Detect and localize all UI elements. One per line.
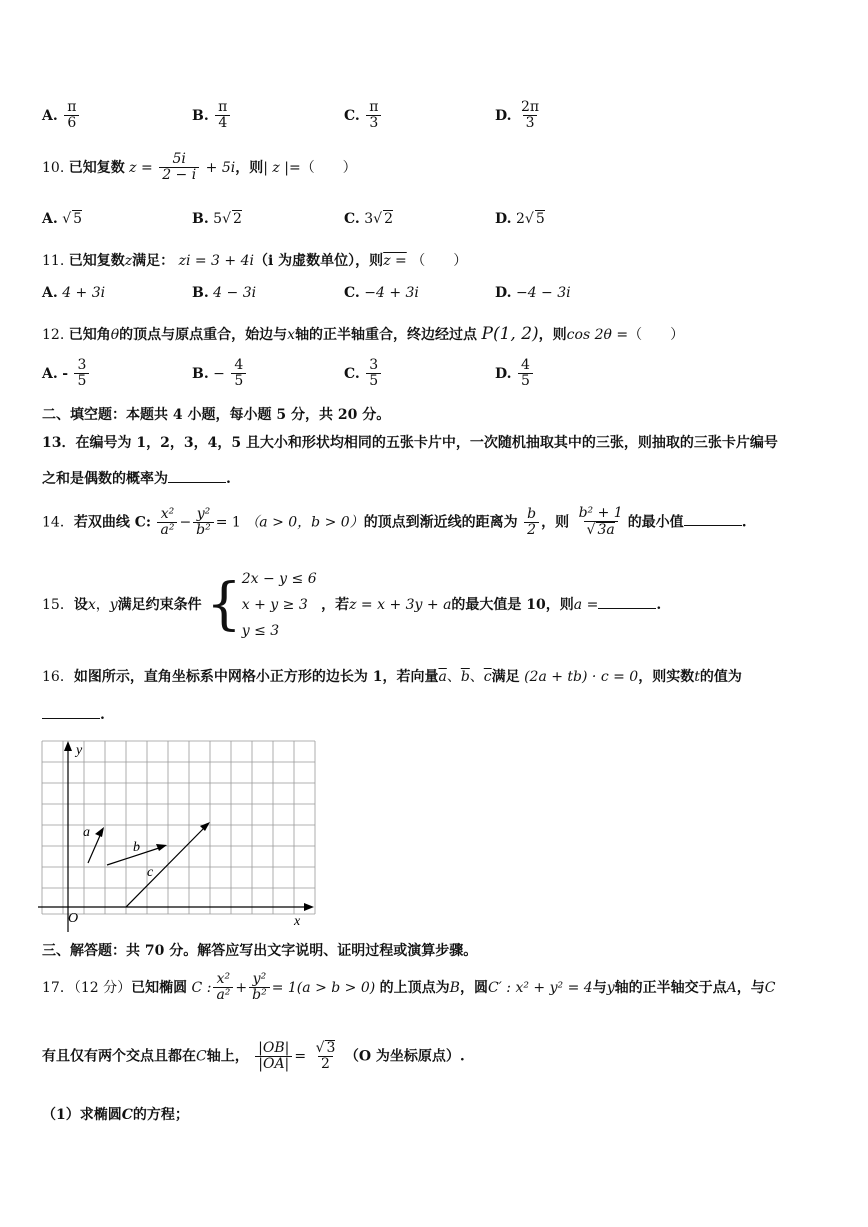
- y-axis-label: y: [76, 743, 83, 758]
- q17-stem-line1: 17．（12 分）已知椭圆 C : $\frac{\text{x²}}{\text{a²}}$ + $\frac{\text{y²}}{\text{b²}}$ = 1(a > b > 0) 的上顶点为B，圆C′ : x² + y² = 4与y轴的正半轴交于点A，与C: [42, 971, 776, 1004]
- q17-part1: （1）求椭圆C的方程；: [42, 1107, 189, 1123]
- x-axis-arrow-icon: [304, 903, 314, 911]
- q15-answer-blank[interactable]: [598, 596, 656, 609]
- x-axis-label: x: [294, 914, 301, 929]
- q10-stem: 10. 已知复数 z = $\frac{5i}{2 - i}$ + 5i，则| z |=（ ）: [42, 151, 357, 184]
- q12-option-b[interactable]: B. − $\frac{4}{5}$: [192, 358, 248, 390]
- vector-c-label: c: [147, 865, 154, 880]
- section-fill-in-heading: 二、填空题：本题共 4 小题，每小题 5 分，共 20 分。: [42, 407, 391, 423]
- origin-label: O: [68, 911, 79, 926]
- q9-option-d[interactable]: D. $\frac{2\pi}{3}$: [495, 99, 540, 132]
- q11-option-d[interactable]: D. −4 − 3i: [495, 285, 571, 301]
- vector-b-label: b: [133, 840, 140, 855]
- q11-option-c[interactable]: C. −4 + 3i: [344, 285, 419, 301]
- q15-stem: 15．设x，y满足约束条件 { 2x − y ≤ 6 x + y ≥ 3 y ≤ 3 ，若z = x + 3y + a的最大值是 10，则a = .: [42, 571, 662, 639]
- q10-option-d[interactable]: D. 2√ 5: [495, 211, 545, 227]
- vector-a-arrow-icon: [95, 827, 104, 837]
- q10-option-a[interactable]: A. √ 5: [42, 211, 83, 227]
- vector-a-label: a: [83, 825, 90, 840]
- q16-answer-line: .: [42, 706, 105, 723]
- q12-stem: 12. 已知角θ的顶点与原点重合，始边与x轴的正半轴重合，终边经过点 P(1, 2)，则cos 2θ =（ ）: [42, 324, 685, 344]
- vector-b-arrow-icon: [156, 844, 167, 851]
- q14-answer-blank[interactable]: [684, 513, 742, 526]
- q10-option-b[interactable]: B. 5√ 2: [192, 211, 242, 227]
- q16-stem: 16．如图所示，直角坐标系中网格小正方形的边长为 1，若向量$\overline{a}$、$\overline{b}$、$\overline{c}$满足 (2a + tb) · c = 0，则实数t的值为: [42, 669, 742, 685]
- q13-answer-blank[interactable]: [168, 470, 226, 483]
- vector-grid-figure: [38, 736, 320, 932]
- q17-stem-line2: 有且仅有两个交点且都在C轴上， $\frac{|OB|}{|OA|}$ = $\frac{√ 3}{2}$ （O 为坐标原点）.: [42, 1039, 465, 1073]
- q16-answer-blank[interactable]: [42, 706, 100, 719]
- q12-option-a[interactable]: A. - $\frac{3}{5}$: [42, 358, 91, 390]
- q9-option-b[interactable]: B. $\frac{\pi}{4}$: [192, 100, 232, 132]
- section-solve-heading: 三、解答题：共 70 分。解答应写出文字说明、证明过程或演算步骤。: [42, 943, 478, 959]
- q9-option-c[interactable]: C. $\frac{\pi}{3}$: [344, 100, 383, 132]
- q10-option-c[interactable]: C. 3√ 2: [344, 211, 393, 227]
- y-axis-arrow-icon: [64, 741, 72, 751]
- q13-line1: 13．在编号为 1，2，3，4，5 且大小和形状均相同的五张卡片中，一次随机抽取其中的三张，则抽取的三张卡片编号: [42, 435, 778, 451]
- q11-option-a[interactable]: A. 4 + 3i: [42, 285, 106, 301]
- q13-line2: 之和是偶数的概率为 .: [42, 471, 231, 487]
- q11-stem: 11. 已知复数z满足： zi = 3 + 4i（i 为虚数单位），则z = （ ）: [42, 253, 468, 269]
- q12-option-d[interactable]: D. $\frac{4}{5}$: [495, 358, 535, 390]
- q14-stem: 14．若双曲线 C: $\frac{\text{x²}}{\text{a²}}$ − $\frac{\text{y²}}{\text{b²}}$ = 1 （a > 0，b > 0）的顶点到渐近线的距离为 $\frac{b}{2}$ ，则 $\frac{\text{b² + 1}}{√ 3a}$ 的最小值 .: [42, 505, 747, 539]
- q12-option-c[interactable]: C. $\frac{3}{5}$: [344, 358, 383, 390]
- q9-option-a[interactable]: A. $\frac{\pi}{6}$: [42, 100, 81, 132]
- q11-option-b[interactable]: B. 4 − 3i: [192, 285, 257, 301]
- vector-c-arrow-icon: [200, 822, 210, 831]
